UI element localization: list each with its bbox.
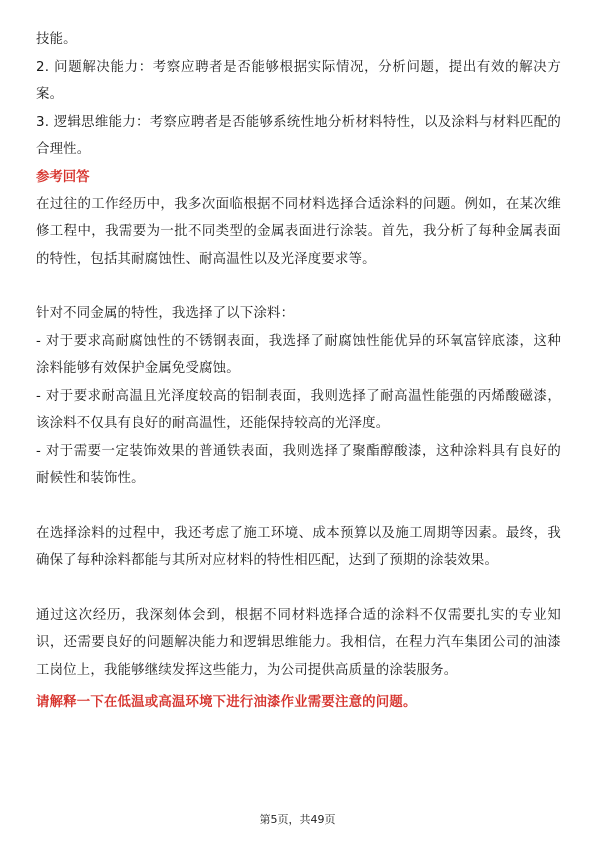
text-line-skills: 技能。 [36,32,77,47]
answer-bullet-2: - 对于要求耐高温且光泽度较高的铝制表面，我则选择了耐高温性能强的丙烯酸磁漆，该涂料不仅具有良好的耐高温性，还能保持较高的光泽度。 [36,388,561,431]
answer-paragraph-1: 在过往的工作经历中，我多次面临根据不同材料选择合适涂料的问题。例如，在某次维修工程中，我需要为一批不同类型的金属表面进行涂装。首先，我分析了每种金属表面的特性，包括其耐腐蚀性、耐高温性以及光泽度要求等。 [36,196,561,267]
criterion-problem-solving: 2. 问题解决能力：考察应聘者是否能够根据实际情况，分析问题，提出有效的解决方案。 [36,59,561,102]
answer-bullet-1: - 对于要求高耐腐蚀性的不锈钢表面，我选择了耐腐蚀性能优异的环氧富锌底漆，这种涂料能够有效保护金属免受腐蚀。 [36,333,561,376]
paragraph-gap [36,493,561,520]
paragraph-gap [36,575,561,602]
next-question-heading: 请解释一下在低温或高温环境下进行油漆作业需要注意的问题。 [36,695,417,710]
document-body [36,26,561,716]
answer-paragraph-2: 针对不同金属的特性，我选择了以下涂料： [36,306,295,321]
answer-paragraph-3: 在选择涂料的过程中，我还考虑了施工环境、成本预算以及施工周期等因素。最终，我确保了每种涂料都能与其所对应材料的特性相匹配，达到了预期的涂装效果。 [36,525,561,568]
reference-answer-heading: 参考回答 [36,169,90,185]
paragraph-gap [36,273,561,300]
page-number-footer: 第5页，共49页 [259,813,336,826]
answer-bullet-3: - 对于需要一定装饰效果的普通铁表面，我则选择了聚酯醇酸漆，这种涂料具有良好的耐候性和装饰性。 [36,443,561,486]
criterion-logical-thinking: 3. 逻辑思维能力：考察应聘者是否能够系统性地分析材料特性，以及涂料与材料匹配的合理性。 [36,114,561,157]
answer-paragraph-4: 通过这次经历，我深刻体会到，根据不同材料选择合适的涂料不仅需要扎实的专业知识，还需要良好的问题解决能力和逻辑思维能力。我相信，在程力汽车集团公司的油漆工岗位上，我能够继续发挥这些能力，为公司提供高质量的涂装服务。 [36,607,561,678]
